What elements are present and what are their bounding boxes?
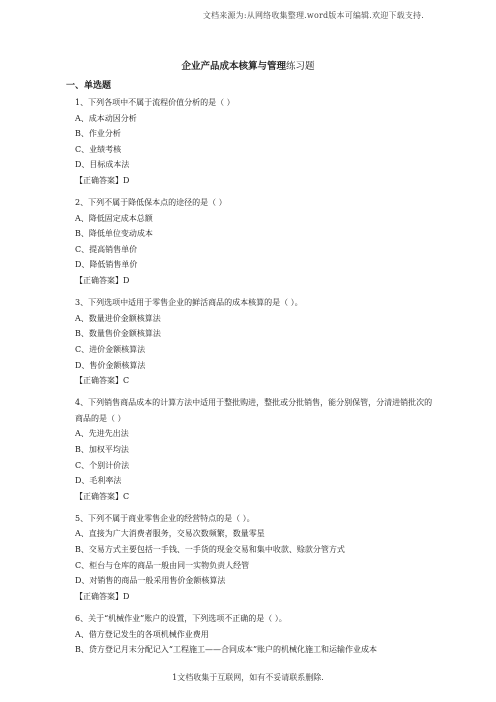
question-list bbox=[75, 95, 435, 664]
title-rest-part: 练习题 bbox=[286, 61, 315, 72]
question-stem: 6、关于“机械作业”账户的设置，下列选项不正确的是（ ）。 bbox=[75, 613, 287, 623]
document-title bbox=[0, 58, 496, 72]
question-stem: 5、下列不属于商业零售企业的经营特点的是（ ）。 bbox=[75, 513, 255, 523]
correct-answer: 【正确答案】C bbox=[75, 491, 130, 501]
answer-option: C、柜台与仓库的商品一般由同一实物负责人经管 bbox=[75, 560, 250, 570]
answer-option: B、数量售价金额核算法 bbox=[75, 329, 161, 339]
question-block bbox=[75, 295, 435, 389]
question-block bbox=[75, 95, 435, 189]
answer-option: D、毛利率法 bbox=[75, 476, 122, 486]
title-bold-part: 企业产品成本核算与管理 bbox=[181, 61, 286, 72]
correct-answer: 【正确答案】C bbox=[75, 376, 130, 386]
answer-option: B、降低单位变动成本 bbox=[75, 229, 153, 239]
question-block bbox=[75, 611, 435, 658]
answer-option: B、加权平均法 bbox=[75, 444, 129, 454]
answer-option: D、目标成本法 bbox=[75, 160, 130, 170]
question-block bbox=[75, 195, 435, 289]
answer-option: A、降低固定成本总额 bbox=[75, 213, 153, 223]
answer-option: A、借方登记发生的各项机械作业费用 bbox=[75, 629, 209, 639]
correct-answer: 【正确答案】D bbox=[75, 591, 130, 601]
answer-option: C、业绩考核 bbox=[75, 144, 122, 154]
answer-option: D、对销售的商品一般采用售价金额核算法 bbox=[75, 576, 226, 586]
answer-option: B、交易方式主要包括一手钱、一手货的现金交易和集中收款、赊款分管方式 bbox=[75, 545, 345, 555]
question-stem: 1、下列各项中不属于流程价值分析的是（ ） bbox=[75, 98, 235, 107]
page-footer: 1文档收集于互联网，如有不妥请联系删除. bbox=[172, 673, 324, 682]
answer-option: D、降低销售单价 bbox=[75, 260, 138, 270]
answer-option: B、贷方登记月末分配记入“工程施工——合同成本”账户的机械化施工和运输作业成本 bbox=[75, 645, 378, 655]
answer-option: A、直接为广大消费者服务，交易次数频繁，数量零星 bbox=[75, 529, 265, 539]
answer-option: B、作业分析 bbox=[75, 129, 121, 139]
correct-answer: 【正确答案】D bbox=[75, 175, 130, 185]
answer-option: C、个别计价法 bbox=[75, 460, 130, 470]
page-header: 文档来源为:从网络收集整理.word版本可编辑.欢迎下载支持. bbox=[202, 11, 424, 20]
question-stem: 3、下列选项中适用于零售企业的鲜活商品的成本核算的是（ ）。 bbox=[75, 298, 303, 308]
answer-option: A、数量进价金额核算法 bbox=[75, 313, 161, 323]
correct-answer: 【正确答案】D bbox=[75, 276, 130, 286]
answer-option: A、成本动因分析 bbox=[75, 113, 137, 123]
question-stem: 2、下列不属于降低保本点的途径的是（ ） bbox=[75, 198, 227, 208]
section-heading: 一、单选题 bbox=[66, 81, 112, 91]
question-stem: 4、下列销售商品成本的计算方法中适用于整批购进，整批或分批销售，能分别保管，分清进销批次的商品的是（ ） bbox=[75, 398, 433, 423]
question-block bbox=[75, 395, 435, 504]
answer-option: D、售价金额核算法 bbox=[75, 360, 146, 370]
answer-option: A、先进先出法 bbox=[75, 429, 129, 439]
answer-option: C、进价金额核算法 bbox=[75, 344, 146, 354]
answer-option: C、提高销售单价 bbox=[75, 244, 138, 254]
question-block bbox=[75, 511, 435, 605]
